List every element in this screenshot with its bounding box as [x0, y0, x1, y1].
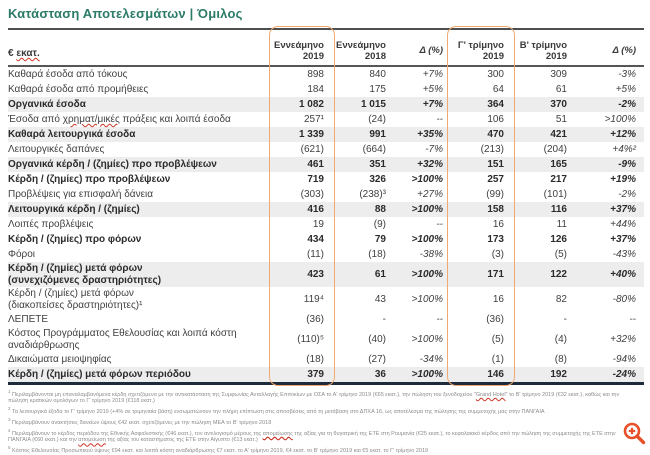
cell-value: 79	[374, 234, 386, 245]
cell-value: 184	[307, 84, 324, 95]
cell-value: 379	[307, 369, 324, 380]
footnote: $^3$ Περιλαμβάνουν ανακτήσεις δανείων ύψους €42 εκατ. σχετιζόμενες με την πώληση ΜΕΑ το Β' τρίμηνο 2018	[8, 417, 272, 426]
cell-value: >100%	[411, 174, 443, 185]
table-row	[8, 142, 644, 157]
table-header-row	[8, 28, 644, 67]
column-header: Εννεάμηνο 2019	[274, 40, 324, 62]
footnotes	[8, 389, 638, 455]
cell-value: 416	[307, 204, 324, 215]
cell-value: 217	[550, 174, 567, 185]
cell-value: 158	[487, 204, 504, 215]
table-row	[8, 82, 644, 97]
cell-value: -3%	[618, 69, 636, 80]
cell-value: (3)	[491, 249, 504, 260]
cell-value: 146	[487, 369, 504, 380]
cell-value: 11	[556, 219, 567, 230]
cell-value: +12%	[610, 129, 636, 140]
row-label: Λοιπές προβλέψεις	[8, 218, 94, 230]
cell-value: 326	[369, 174, 386, 185]
cell-value: 116	[550, 204, 567, 215]
cell-value: (5)	[491, 334, 504, 345]
cell-value: +27%	[417, 189, 443, 200]
cell-value: (36)	[486, 314, 504, 325]
cell-value: -24%	[612, 369, 636, 380]
row-label: Οργανικά έσοδα	[8, 98, 86, 110]
row-label: Κόστος Προγράμματος Εθελουσίας και λοιπά κόστη αναδιάρθρωσης	[8, 328, 237, 351]
cell-value: -43%	[612, 249, 636, 260]
row-label: ΛΕΠΕΤΕ	[8, 313, 49, 325]
cell-value: +7%	[422, 99, 443, 110]
cell-value: 51	[555, 114, 567, 125]
row-label: Κέρδη / (ζημίες) προ φόρων	[8, 233, 142, 245]
table-row	[8, 327, 644, 352]
cell-value: 82	[555, 294, 567, 305]
cell-value: 364	[487, 99, 504, 110]
cell-value: 64	[492, 84, 504, 95]
cell-value: 351	[369, 159, 386, 170]
cell-value: 421	[550, 129, 567, 140]
cell-value: 192	[550, 369, 567, 380]
cell-value: >100%	[411, 269, 443, 280]
cell-value: 19	[312, 219, 324, 230]
cell-value: 300	[487, 69, 504, 80]
cell-value: 106	[487, 114, 504, 125]
row-label: Φόροι	[8, 248, 36, 260]
cell-value: -2%	[618, 189, 636, 200]
row-label: Λειτουργικά κέρδη / (ζημίες)	[8, 203, 140, 215]
cell-value: 165	[550, 159, 567, 170]
income-statement-table	[8, 28, 644, 385]
row-label: Δικαιώματα μειοψηφίας	[8, 353, 112, 365]
table-row	[8, 367, 644, 385]
cell-value: 43	[374, 294, 386, 305]
cell-value: 840	[369, 69, 386, 80]
cell-value: (303)	[300, 189, 324, 200]
row-label: Κέρδη / (ζημίες) προ προβλέψεων	[8, 173, 171, 185]
cell-value: (5)	[554, 249, 567, 260]
cell-value: (24)	[368, 114, 386, 125]
cell-value: 36	[374, 369, 386, 380]
table-row	[8, 217, 644, 232]
cell-value: 61	[555, 84, 567, 95]
cell-value: +32%	[417, 159, 443, 170]
cell-value: (36)	[306, 314, 324, 325]
table-row	[8, 202, 644, 217]
cell-value: 423	[307, 269, 324, 280]
cell-value: 257¹	[303, 114, 324, 125]
cell-value: (18)	[368, 249, 386, 260]
cell-value: 434	[307, 234, 324, 245]
cell-value: 1 339	[298, 129, 324, 140]
cell-value: -2%	[618, 99, 636, 110]
table-row	[8, 67, 644, 82]
row-label: Κέρδη / (ζημίες) μετά φόρων (συνεχιζόμενες δραστηριότητες)	[8, 263, 162, 286]
row-label: Καθαρά έσοδα από προμήθειες	[8, 83, 149, 95]
cell-value: 122	[550, 269, 567, 280]
table-row	[8, 97, 644, 112]
cell-value: 309	[550, 69, 567, 80]
cell-value: +5%	[615, 84, 636, 95]
column-header: Δ (%)	[612, 44, 636, 56]
cell-value: 1 082	[298, 99, 324, 110]
cell-value: (99)	[486, 189, 504, 200]
footnote: $^5$ Κόστος Εθελουσίας Προσωπικού ύψους €94 εκατ. και λοιπά κόστη αναδιάρθρωσης €7 εκατ. το Α' τρίμηνο 2019, €4 εκατ. το Β' τρίμηνο 2019 και €5 εκατ. το Γ' τρίμηνο 2019	[8, 445, 429, 455]
table-body	[8, 67, 644, 385]
row-label: Καθαρά λειτουργικά έσοδα	[8, 128, 136, 140]
cell-value: +40%	[610, 269, 636, 280]
cell-value: --	[436, 114, 443, 125]
cell-value: --	[629, 314, 636, 325]
cell-value: 126	[550, 234, 567, 245]
column-header: Εννεάμηνο 2018	[336, 40, 386, 62]
cell-value: +32%	[610, 334, 636, 345]
table-row	[8, 157, 644, 172]
cell-value: 88	[374, 204, 386, 215]
table-row	[8, 352, 644, 367]
cell-value: >100%	[411, 234, 443, 245]
cell-value: (8)	[554, 354, 567, 365]
table-row	[8, 112, 644, 127]
row-label: Κέρδη / (ζημίες) μετά φόρων (διακοπείσες δραστηριότητες)¹	[8, 288, 143, 311]
cell-value: (621)	[300, 144, 324, 155]
column-header: Δ (%)	[419, 44, 443, 56]
column-header: Β' τρίμηνο 2019	[519, 40, 567, 62]
cell-value: 61	[374, 269, 386, 280]
cell-value: -	[563, 314, 567, 325]
footnote: $^4$ Περιλαμβάνουν το κέρδος περιόδου της Εθνικής Ασφαλιστικής (€46 εκατ.), τον αντιλογισμό μέρους της απομείωσης της αξίας για τη θυγατρική της ΕΤΕ στη Ρουμανία (€25 εκατ.), το κεφαλαιακό κέρδος από την πώληση της συμμετοχής της ΕΤΕ στην ΠΑΝΓΑΙΑ (€60 εκατ.) και την απομείωση της αξίας του καταστήματος της ΕΤΕ στην Αίγυπτο (€13 εκατ.)	[8, 427, 616, 444]
cell-value: +44%	[610, 219, 636, 230]
cell-value: -94%	[612, 354, 636, 365]
row-label: Λειτουργικές δαπάνες	[8, 143, 105, 155]
cell-value: +7%	[422, 69, 443, 80]
cell-value: (213)	[480, 144, 504, 155]
cell-value: 16	[492, 294, 504, 305]
cell-value: +4%²	[612, 144, 636, 155]
cell-value: >100%	[411, 334, 443, 345]
column-header: Γ' τρίμηνο 2019	[457, 40, 504, 62]
cell-value: (18)	[306, 354, 324, 365]
cell-value: --	[436, 314, 443, 325]
cell-value: 719	[307, 174, 324, 185]
unit-label: € εκατ.	[8, 48, 40, 59]
cell-value: 461	[307, 159, 324, 170]
cell-value: (27)	[368, 354, 386, 365]
table-row	[8, 262, 644, 287]
cell-value: -7%	[425, 144, 443, 155]
row-label: Κέρδη / (ζημίες) μετά φόρων περιόδου	[8, 368, 191, 380]
cell-value: 898	[307, 69, 324, 80]
cell-value: 470	[487, 129, 504, 140]
cell-value: (1)	[491, 354, 504, 365]
table-row	[8, 127, 644, 142]
cell-value: >100%	[604, 114, 636, 125]
cell-value: +5%	[422, 84, 443, 95]
cell-value: (11)	[306, 249, 324, 260]
table-row	[8, 187, 644, 202]
zoom-in-icon[interactable]	[622, 421, 647, 446]
table-row	[8, 287, 644, 312]
row-label: Οργανικά κέρδη / (ζημίες) προ προβλέψεων	[8, 158, 217, 170]
footnote: $^2$ Τα λειτουργικά έξοδα το Γ' τρίμηνο 2019 (+4% σε τριμηνιαία βάση) ενσωματώνουν την πλήρη επίπτωση στις αποσβέσεις από τη μετάβαση στο ΔΠΧΑ 16, ως αποτέλεσμα της πώλησης της συμμετοχής μας στην ΠΑΝΓΑΙΑ	[8, 406, 545, 416]
cell-value: -9%	[618, 159, 636, 170]
footnote: $^1$ Περιλαμβάνονται μη επαναλαμβανόμενα κέρδη σχετιζόμενα με την αντικατάσταση της Συμφωνίας Ανταλλαγής Επιτοκίων με ΟΣΑ το Α' τρίμηνο 2019 (€65 εκατ.), την πώληση του ξενοδοχείου "Grand Hotel" το Β' τρίμηνο 2019 (€32 εκατ.), καθώς και την πώληση κρατικών ομολόγων το Γ' τρίμηνο 2019 (€118 εκατ.)	[8, 389, 620, 405]
cell-value: (40)	[368, 334, 386, 345]
cell-value: +37%	[610, 234, 636, 245]
table-row	[8, 172, 644, 187]
cell-value: >100%	[411, 369, 443, 380]
table-row	[8, 312, 644, 327]
cell-value: (204)	[543, 144, 567, 155]
cell-value: -38%	[419, 249, 443, 260]
table-row	[8, 247, 644, 262]
cell-value: +35%	[417, 129, 443, 140]
cell-value: (110)⁵	[297, 334, 324, 345]
cell-value: 119⁴	[303, 294, 324, 305]
cell-value: 1 015	[360, 99, 386, 110]
cell-value: (9)	[373, 219, 386, 230]
cell-value: +19%	[610, 174, 636, 185]
cell-value: >100%	[411, 204, 443, 215]
cell-value: (664)	[362, 144, 386, 155]
cell-value: 370	[550, 99, 567, 110]
cell-value: 16	[492, 219, 504, 230]
cell-value: (101)	[543, 189, 567, 200]
cell-value: +37%	[610, 204, 636, 215]
row-label: Καθαρά έσοδα από τόκους	[8, 68, 128, 80]
cell-value: (238)³	[359, 189, 386, 200]
cell-value: 151	[487, 159, 504, 170]
page-title: Κατάσταση Αποτελεσμάτων | Όμιλος	[8, 6, 243, 21]
cell-value: --	[436, 219, 443, 230]
row-label: Προβλέψεις για επισφαλή δάνεια	[8, 188, 154, 200]
cell-value: >100%	[411, 294, 443, 305]
cell-value: 171	[487, 269, 504, 280]
cell-value: -80%	[612, 294, 636, 305]
cell-value: (4)	[554, 334, 567, 345]
cell-value: 173	[487, 234, 504, 245]
cell-value: 175	[369, 84, 386, 95]
table-row	[8, 232, 644, 247]
cell-value: -34%	[419, 354, 443, 365]
cell-value: 257	[487, 174, 504, 185]
cell-value: -	[382, 314, 386, 325]
cell-value: 991	[369, 129, 386, 140]
row-label: Έσοδα από χρηματ/μικές πράξεις και λοιπά έσοδα	[8, 113, 231, 125]
